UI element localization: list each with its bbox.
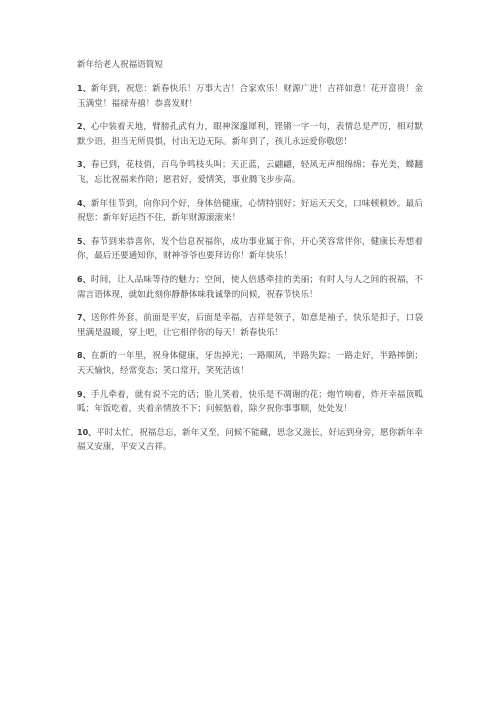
blessing-text: 平时太忙，祝福总忘，新年又至，问候不能藏，思念又滋长，好运到身旁，愿你新年幸福又安康，平安又吉祥。	[77, 427, 423, 453]
blessing-number: 7、	[77, 313, 91, 323]
blessing-text: 心中装着天地，臂膀孔武有力，眼神深邃犀利，铿锵一字一句，表情总是严厉，相对默默少语，担当无所畏惧，付出无边无际。新年到了，孩儿永远爱你敬您！	[77, 122, 423, 147]
blessing-text: 新年到，祝您：新春快乐！万事大吉！合家欢乐！财源广进！吉祥如意！花开富贵！金玉满堂！福禄寿禧！恭喜发财！	[77, 84, 423, 109]
blessing-text: 在新的一年里，祝身体健康，牙齿掉光；一路顺风，半路失踪；一路走好，半路摔倒；天天愉快，经常变态；笑口常开，笑死活该！	[77, 351, 423, 376]
blessing-text: 新年佳节到，向你问个好，身体倍健康，心情特别好；好运天天交，口味顿顿妙。最后祝您：新年好运挡不住，新年财源滚滚来！	[77, 198, 423, 224]
blessing-number: 2、	[77, 122, 91, 132]
blessing-number: 3、	[77, 160, 91, 170]
blessing-number: 9、	[77, 389, 91, 399]
blessing-item	[77, 158, 423, 187]
blessing-item	[77, 82, 423, 111]
blessing-item	[77, 349, 423, 378]
blessing-text: 手儿牵着，就有说不完的话；脸儿笑着，快乐是不凋谢的花；炮竹响着，炸开幸福顶呱呱；年饭吃着，夹着亲情放不下；问候惦着，除夕祝你事事顺，处处发！	[77, 389, 423, 415]
blessing-number: 1、	[77, 84, 91, 93]
blessing-list	[77, 82, 423, 455]
blessing-item	[77, 273, 423, 302]
blessing-item	[77, 388, 423, 417]
document-content	[77, 59, 423, 464]
blessing-item	[77, 120, 423, 149]
blessing-number: 4、	[77, 198, 91, 208]
blessing-number: 6、	[77, 274, 91, 284]
blessing-item	[77, 426, 423, 455]
blessing-item	[77, 235, 423, 264]
blessing-number: 10、	[77, 427, 97, 437]
blessing-text: 时间，让人品味等待的魅力；空间，使人倍感牵挂的美丽；有时人与人之间的祝福，不需言语体现，就如此刻你静静体味我诚挚的问候，祝春节快乐！	[77, 274, 423, 300]
blessing-number: 8、	[77, 351, 91, 361]
blessing-text: 春已到，花枝俏，百鸟争鸣枝头叫；天正蓝，云翩翩，轻风无声细绵绵；春光美，蝶翻飞，忘比祝福来作陪；愿君好，爱情笑，事业腾飞步步高。	[77, 160, 423, 185]
blessing-number: 5、	[77, 236, 91, 246]
blessing-item	[77, 197, 423, 226]
blessing-text: 送你件外套，前面是平安，后面是幸福，吉祥是领子，如意是袖子，快乐是扣子，口袋里满是温暖，穿上吧，让它相伴你的每天！新春快乐！	[77, 313, 423, 338]
document-title: 新年给老人祝福语简短	[77, 60, 163, 70]
blessing-item	[77, 311, 423, 340]
blessing-text: 春节到来恭喜你，发个信息祝福你，成功事业属于你，开心笑容常伴你，健康长寿想着你，最后还要通知你，财神爷爷也要拜访你！新年快乐！	[77, 236, 423, 262]
